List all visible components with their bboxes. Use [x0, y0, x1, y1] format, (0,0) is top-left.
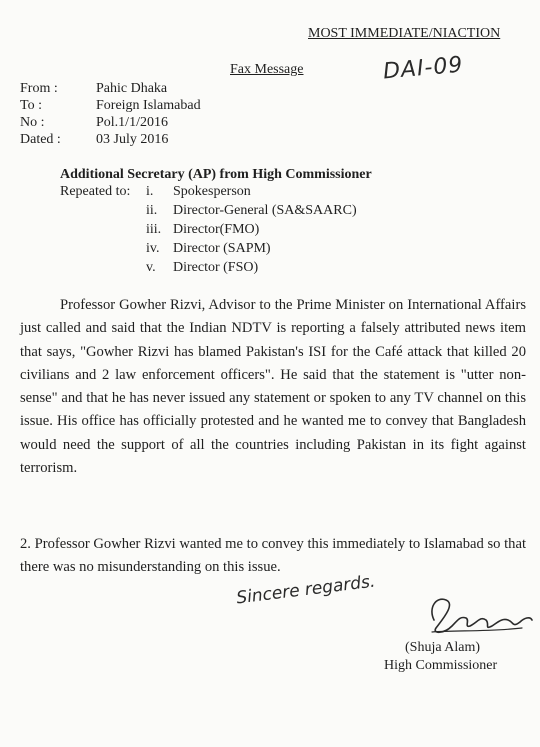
handwritten-reference: DAI-09 [382, 52, 465, 85]
recipient-num: i. [146, 184, 154, 199]
recipient-name: Director (FSO) [173, 260, 259, 275]
meta-to-value: Foreign Islamabad [96, 98, 201, 113]
recipient-num: iv. [146, 241, 160, 256]
handwritten-closing: Sincere regards. [235, 571, 377, 609]
fax-message-title: Fax Message [230, 62, 304, 77]
body-paragraph-1: Professor Gowher Rizvi, Advisor to the Prime Minister on International Affairs just called and said that the Indian NDTV is reporting a falsely attributed news item that says, "Gowher Rizvi has blamed Pakistan's ISI for the Café attack that killed 20 civilians and 2 law enforcement officers". He said that the statement is "utter non-sense" and that he has never issued any statement or spoken to any TV channel on this issue. His office has officially protested and he wanted me to convey that Bangladesh would need the support of all the countries including Pakistan in its fight against terrorism. [20, 297, 526, 477]
priority-heading: MOST IMMEDIATE/NIACTION [308, 26, 501, 41]
recipient-name: Director-General (SA&SAARC) [173, 203, 357, 218]
repeated-to-label: Repeated to: [60, 184, 131, 199]
signature-mark [426, 590, 536, 640]
meta-from-label: From : [20, 81, 58, 96]
recipient-name: Director(FMO) [173, 222, 260, 237]
meta-dated-value: 03 July 2016 [96, 132, 169, 147]
body-paragraph-2: 2. Professor Gowher Rizvi wanted me to convey this immediately to Islamabad so that there was no misunderstanding on this issue. [20, 536, 526, 576]
meta-to-label: To : [20, 98, 42, 113]
recipient-name: Spokesperson [173, 184, 251, 199]
recipient-num: ii. [146, 203, 158, 218]
meta-no-value: Pol.1/1/2016 [96, 115, 168, 130]
meta-dated-label: Dated : [20, 132, 61, 147]
signatory-name: (Shuja Alam) [405, 640, 481, 655]
recipient-num: v. [146, 260, 156, 275]
meta-no-label: No : [20, 115, 45, 130]
recipient-num: iii. [146, 222, 162, 237]
signatory-title: High Commissioner [384, 658, 498, 673]
recipient-name: Director (SAPM) [173, 241, 271, 256]
subject-line: Additional Secretary (AP) from High Commissioner [60, 167, 372, 182]
meta-from-value: Pahic Dhaka [96, 81, 168, 96]
